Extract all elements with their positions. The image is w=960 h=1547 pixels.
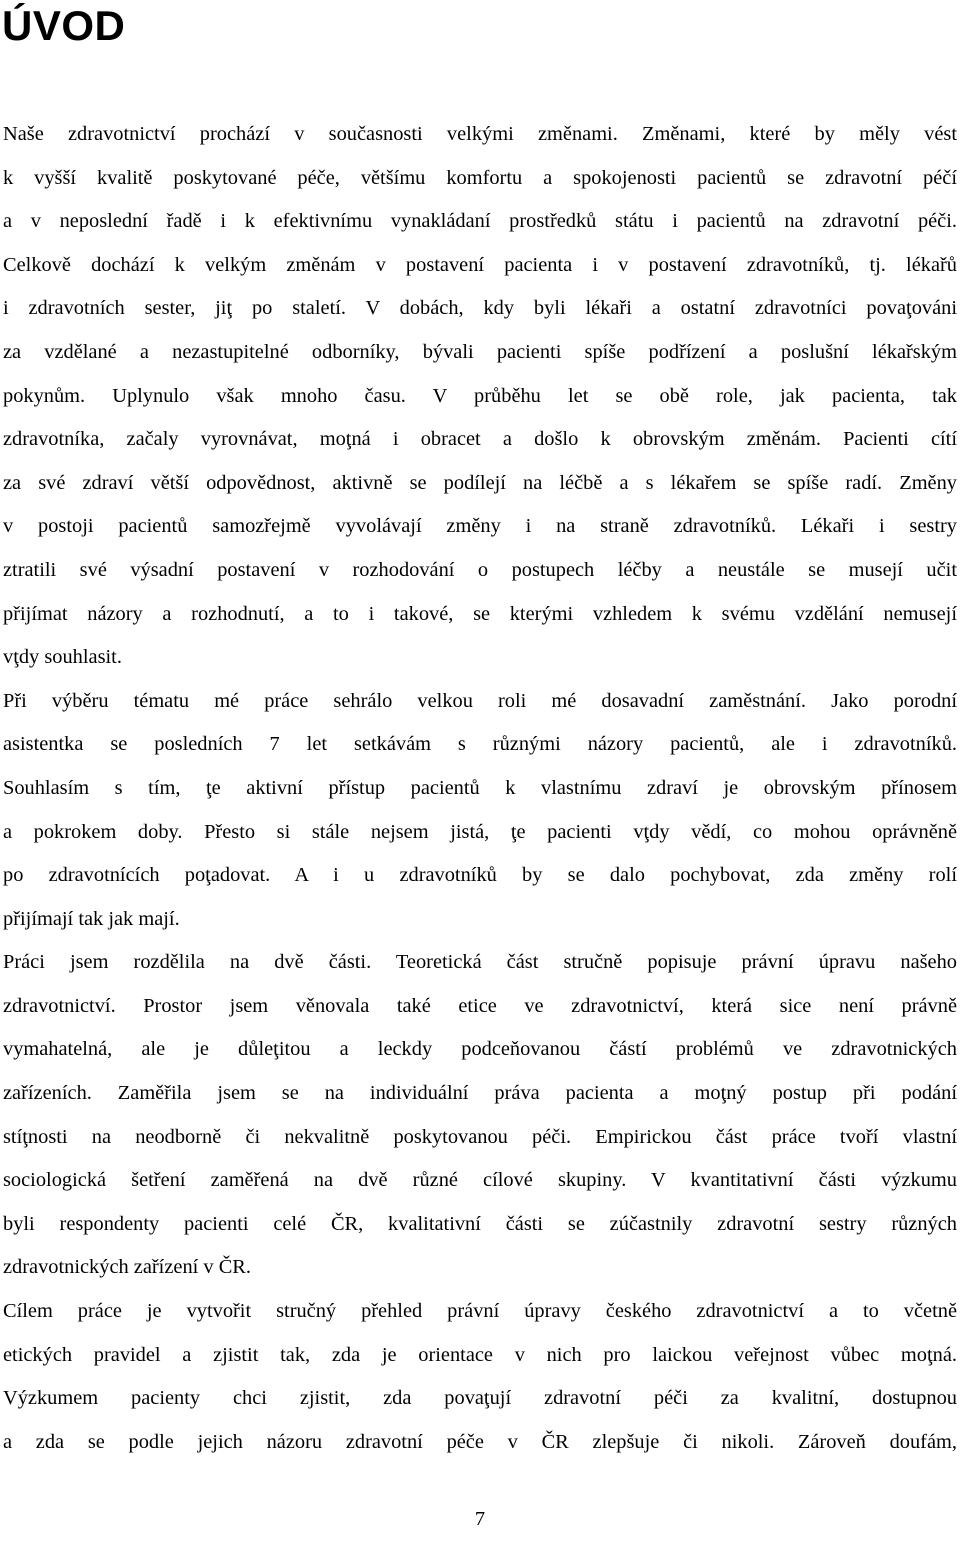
text-line: ztratili své výsadní postavení v rozhodování o postupech léčby a neustále se musejí učit bbox=[3, 558, 957, 581]
text-line: za vzdělané a nezastupitelné odborníky, bývali pacienti spíše podřízení a poslušní lékařským bbox=[3, 340, 957, 363]
text-line: Výzkumem pacienty chci zjistit, zda povaţují zdravotní péči za kvalitní, dostupnou bbox=[3, 1387, 957, 1410]
text-line: pokynům. Uplynulo však mnoho času. V průběhu let se obě role, jak pacienta, tak bbox=[3, 384, 957, 407]
paragraph bbox=[3, 1290, 957, 1464]
text-line: Cílem práce je vytvořit stručný přehled právní úpravy českého zdravotnictví a to včetně bbox=[3, 1300, 957, 1323]
paragraph bbox=[3, 941, 957, 1290]
page-heading: ÚVOD bbox=[2, 2, 126, 49]
text-line: vymahatelná, ale je důleţitou a leckdy podceňovanou částí problémů ve zdravotnických bbox=[3, 1038, 957, 1061]
text-line: po zdravotnících poţadovat. A i u zdravotníků by se dalo pochybovat, zda změny rolí bbox=[3, 864, 957, 887]
text-line: a v neposlední řadě i k efektivnímu vynakládaní prostředků státu i pacientů na zdravotní péči. bbox=[3, 210, 957, 233]
text-line: zařízeních. Zaměřila jsem se na individuální práva pacienta a moţný postup při podání bbox=[3, 1082, 957, 1105]
body-text bbox=[3, 113, 957, 1464]
text-line: i zdravotních sester, jiţ po staletí. V dobách, kdy byli lékaři a ostatní zdravotníci povaţováni bbox=[3, 297, 957, 320]
text-line: k vyšší kvalitě poskytované péče, většímu komfortu a spokojenosti pacientů se zdravotní péčí bbox=[3, 166, 957, 189]
text-line: a pokrokem doby. Přesto si stále nejsem jistá, ţe pacienti vţdy vědí, co mohou oprávněně bbox=[3, 820, 957, 843]
text-line: stíţnosti na neodborně či nekvalitně poskytovanou péči. Empirickou část práce tvoří vlastní bbox=[3, 1125, 957, 1148]
text-line: zdravotnictví. Prostor jsem věnovala také etice ve zdravotnictví, která sice není právně bbox=[3, 994, 957, 1017]
text-line: Celkově dochází k velkým změnám v postavení pacienta i v postavení zdravotníků, tj. lékařů bbox=[3, 253, 957, 276]
text-line: přijímat názory a rozhodnutí, a to i takové, se kterými vzhledem k svému vzdělání nemusejí bbox=[3, 602, 957, 625]
text-line: za své zdraví větší odpovědnost, aktivně se podílejí na léčbě a s lékařem se spíše radí. Změny bbox=[3, 471, 957, 494]
text-line: etických pravidel a zjistit tak, zda je orientace v nich pro laickou veřejnost vůbec moţná. bbox=[3, 1343, 957, 1366]
text-line: Při výběru tématu mé práce sehrálo velkou roli mé dosavadní zaměstnání. Jako porodní bbox=[3, 689, 957, 712]
paragraph bbox=[3, 113, 957, 680]
text-line: zdravotnických zařízení v ČR. bbox=[3, 1256, 251, 1279]
text-line: v postoji pacientů samozřejmě vyvolávají změny i na straně zdravotníků. Lékaři i sestry bbox=[3, 515, 957, 538]
text-line: sociologická šetření zaměřená na dvě různé cílové skupiny. V kvantitativní části výzkumu bbox=[3, 1169, 957, 1192]
text-line: Souhlasím s tím, ţe aktivní přístup pacientů k vlastnímu zdraví je obrovským přínosem bbox=[3, 776, 957, 799]
text-line: asistentka se posledních 7 let setkávám s různými názory pacientů, ale i zdravotníků. bbox=[3, 733, 957, 756]
text-line: zdravotníka, začaly vyrovnávat, moţná i obracet a došlo k obrovským změnám. Pacienti cítí bbox=[3, 428, 957, 451]
text-line: přijímají tak jak mají. bbox=[3, 907, 180, 930]
paragraph bbox=[3, 680, 957, 942]
page-number: 7 bbox=[474, 1508, 486, 1530]
text-line: Práci jsem rozdělila na dvě části. Teoretická část stručně popisuje právní úpravu našeho bbox=[3, 951, 957, 974]
text-line: byli respondenty pacienti celé ČR, kvalitativní části se zúčastnily zdravotní sestry různých bbox=[3, 1212, 957, 1235]
text-line: Naše zdravotnictví prochází v současnosti velkými změnami. Změnami, které by měly vést bbox=[3, 123, 957, 145]
text-line: vţdy souhlasit. bbox=[3, 646, 122, 669]
text-line: a zda se podle jejich názoru zdravotní péče v ČR zlepšuje či nikoli. Zároveň doufám, bbox=[3, 1430, 957, 1453]
